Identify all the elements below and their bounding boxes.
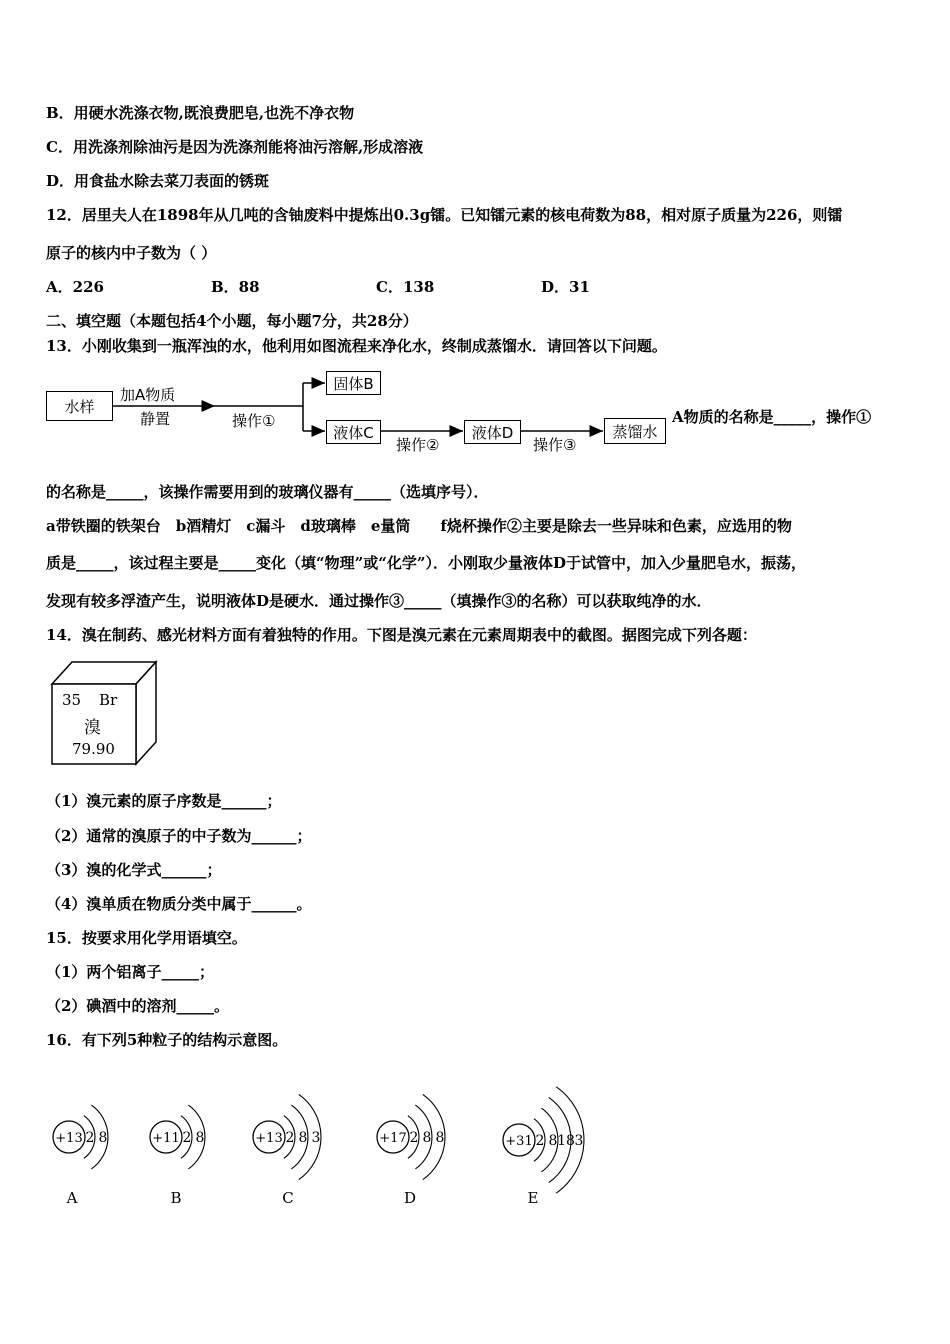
electron-count: 2: [285, 1130, 295, 1146]
nucleus-charge: +13: [255, 1131, 283, 1146]
electron-count: 2: [409, 1130, 419, 1146]
distilled-water-box: 蒸馏水: [604, 418, 666, 444]
op1-label: 操作①: [232, 412, 276, 430]
particle-A: [53, 1105, 108, 1207]
particle-E: [503, 1087, 584, 1207]
q13-intro: 13．小刚收集到一瓶浑浊的水，他利用如图流程来净化水，终制成蒸馏水．请回答以下问题。: [46, 337, 667, 355]
particle-label: E: [527, 1189, 539, 1207]
electron-count: 2: [535, 1133, 545, 1149]
electron-count: 8: [98, 1130, 108, 1146]
particle-C: [253, 1094, 321, 1207]
particle-label: D: [403, 1189, 417, 1207]
element-atomic-mass: 79.90: [72, 740, 115, 758]
q16-intro: 16．有下列5种粒子的结构示意图。: [46, 1031, 288, 1049]
water-sample-box: 水样: [46, 391, 113, 421]
nucleus-charge: +13: [55, 1131, 83, 1146]
electron-count: 8: [435, 1130, 445, 1146]
stand-label: 静置: [140, 410, 171, 428]
q15-item-2: （2）碘酒中的溶剂_____。: [46, 997, 229, 1015]
q13-line-d: 发现有较多浮渣产生，说明液体D是硬水．通过操作③_____（填操作③的名称）可以获取纯净的水．: [46, 592, 712, 610]
op2-label: 操作②: [396, 436, 440, 454]
q12-choice-a: A．226: [46, 278, 104, 296]
electron-count: 8: [548, 1133, 558, 1149]
particle-label: B: [170, 1189, 182, 1207]
q14-item-2: （2）通常的溴原子的中子数为______；: [46, 827, 312, 845]
particle-label: C: [282, 1189, 294, 1207]
electron-count: 8: [298, 1130, 308, 1146]
liquid-c-box: 液体C: [326, 420, 381, 444]
solid-b-box: 固体B: [326, 371, 381, 395]
nucleus-charge: +31: [505, 1134, 533, 1149]
q13-line-c: 质是_____，该过程主要是_____变化（填“物理”或“化学”）．小刚取少量液体D于试管中，加入少量肥皂水，振荡，: [46, 554, 807, 572]
q12-stem-line2: 原子的核内中子数为（ ）: [46, 244, 217, 262]
particle-label: A: [66, 1189, 78, 1207]
element-atomic-number: 35: [62, 691, 82, 709]
q11-option-b: B．用硬水洗涤衣物,既浪费肥皂,也洗不净衣物: [46, 104, 355, 122]
electron-count: 8: [195, 1130, 205, 1146]
q14-item-3: （3）溴的化学式______；: [46, 861, 222, 879]
q14-item-1: （1）溴元素的原子序数是______；: [46, 792, 282, 810]
q13-after-figure-text: A物质的名称是_____，操作①: [672, 408, 872, 426]
q13-line-a: 的名称是_____，该操作需要用到的玻璃仪器有_____（选填序号）．: [46, 483, 489, 501]
q15-item-1: （1）两个铝离子_____；: [46, 963, 214, 981]
q12-choice-b: B．88: [211, 278, 260, 296]
q11-option-c: C．用洗涤剂除油污是因为洗涤剂能将油污溶解,形成溶液: [46, 138, 424, 156]
q14-intro: 14．溴在制药、感光材料方面有着独特的作用。下图是溴元素在元素周期表中的截图。据图完成下列各题：: [46, 626, 757, 644]
q15-intro: 15．按要求用化学用语填空。: [46, 929, 247, 947]
q12-stem-line1: 12．居里夫人在1898年从几吨的含铀废料中提炼出0.3g镭。已知镭元素的核电荷数为88，相对原子质量为226，则镭: [46, 206, 843, 224]
element-name: 溴: [84, 718, 101, 738]
liquid-d-box: 液体D: [464, 420, 521, 444]
nucleus-charge: +17: [379, 1131, 407, 1146]
add-a-label: 加A物质: [120, 386, 176, 404]
electron-count: 3: [574, 1133, 584, 1149]
electron-count: 3: [311, 1130, 321, 1146]
nucleus-charge: +11: [152, 1131, 180, 1146]
electron-count: 2: [182, 1130, 192, 1146]
op3-label: 操作③: [533, 436, 577, 454]
q13-line-b: a带铁圈的铁架台 b酒精灯 c漏斗 d玻璃棒 e量筒 f烧杯操作②主要是除去一些异味和色素，应选用的物: [46, 517, 792, 535]
q14-item-4: （4）溴单质在物质分类中属于______。: [46, 895, 312, 913]
element-symbol: Br: [99, 691, 118, 709]
electron-count: 18: [557, 1133, 575, 1149]
particle-D: [377, 1094, 445, 1207]
q12-choice-c: C．138: [376, 278, 435, 296]
electron-count: 8: [422, 1130, 432, 1146]
electron-count: 2: [85, 1130, 95, 1146]
section-heading: 二、填空题（本题包括4个小题，每小题7分，共28分）: [46, 312, 418, 330]
q12-choice-d: D．31: [541, 278, 590, 296]
particle-B: [150, 1105, 205, 1207]
q11-option-d: D．用食盐水除去菜刀表面的锈斑: [46, 172, 270, 190]
